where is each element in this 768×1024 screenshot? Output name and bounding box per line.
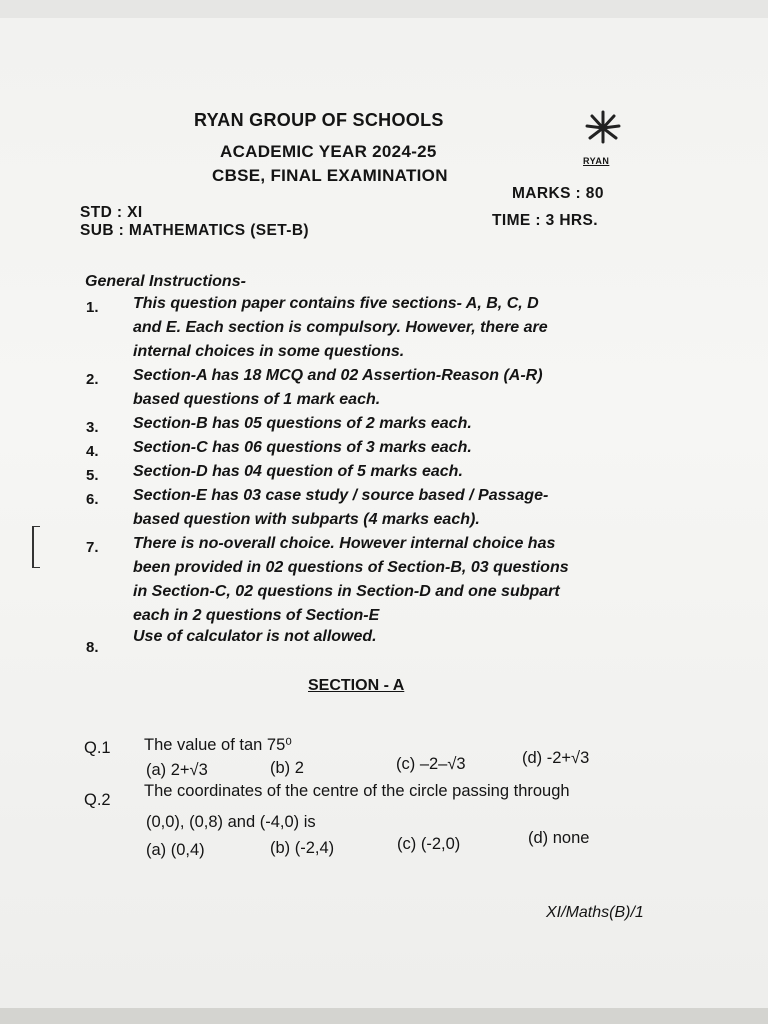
academic-year: ACADEMIC YEAR 2024-25 <box>220 142 437 161</box>
option-b: (b) 2 <box>270 759 304 777</box>
instruction-2 <box>133 364 543 412</box>
question-text: The value of tan 75⁰ <box>144 736 292 754</box>
instruction-line: Use of calculator is not allowed. <box>133 628 377 645</box>
instruction-line: This question paper contains five sections- A, B, C, D <box>133 295 539 312</box>
page-top-edge <box>0 0 768 18</box>
instruction-line: in Section-C, 02 questions in Section-D and one subpart <box>133 583 560 600</box>
margin-bracket-mark <box>32 526 40 568</box>
instruction-6 <box>133 484 548 532</box>
instruction-1 <box>133 292 548 364</box>
instruction-5 <box>133 460 463 484</box>
instructions-title: General Instructions- <box>85 273 246 290</box>
option-d: (d) none <box>528 829 590 847</box>
instruction-line: been provided in 02 questions of Section-B, 03 questions <box>133 559 569 576</box>
time-label: TIME : 3 HRS. <box>492 212 598 229</box>
ryan-logo-icon <box>578 106 628 158</box>
instruction-3 <box>133 412 472 436</box>
exam-name: CBSE, FINAL EXAMINATION <box>212 166 448 185</box>
instruction-number: 2. <box>86 371 99 388</box>
instruction-line: each in 2 questions of Section-E <box>133 607 380 624</box>
instruction-line: Section-C has 06 questions of 3 marks each. <box>133 439 472 456</box>
instruction-number: 1. <box>86 299 99 316</box>
question-text: The coordinates of the centre of the circle passing through <box>144 782 570 800</box>
page-bottom-edge <box>0 1008 768 1024</box>
instruction-line: based question with subparts (4 marks each). <box>133 511 480 528</box>
instruction-line: internal choices in some questions. <box>133 343 405 360</box>
instruction-line: and E. Each section is compulsory. However, there are <box>133 319 548 336</box>
section-title: SECTION - A <box>308 677 405 694</box>
instruction-number: 6. <box>86 491 99 508</box>
option-a: (a) (0,4) <box>146 841 205 859</box>
instruction-line: Section-E has 03 case study / source based / Passage- <box>133 487 549 504</box>
instruction-number: 4. <box>86 443 99 460</box>
option-d: (d) -2+√3 <box>522 749 590 767</box>
instruction-number: 8. <box>86 639 99 656</box>
option-b: (b) (-2,4) <box>270 839 335 857</box>
option-c: (c) –2–√3 <box>396 755 466 773</box>
school-name: RYAN GROUP OF SCHOOLS <box>194 110 444 130</box>
instruction-line: There is no-overall choice. However internal choice has <box>133 535 556 552</box>
logo-text: RYAN <box>583 156 610 166</box>
instruction-7 <box>133 532 569 628</box>
option-c: (c) (-2,0) <box>397 835 461 853</box>
question-number: Q.2 <box>84 791 111 809</box>
question-text-line2: (0,0), (0,8) and (-4,0) is <box>146 813 316 831</box>
option-a: (a) 2+√3 <box>146 761 208 779</box>
page-footer-code: XI/Maths(B)/1 <box>546 904 644 921</box>
instruction-number: 5. <box>86 467 99 484</box>
instruction-line: Section-B has 05 questions of 2 marks each. <box>133 415 472 432</box>
instruction-line: Section-D has 04 question of 5 marks each. <box>133 463 463 480</box>
instruction-number: 3. <box>86 419 99 436</box>
instruction-number: 7. <box>86 539 99 556</box>
instruction-4 <box>133 436 472 460</box>
instruction-8 <box>133 625 377 649</box>
instruction-line: Section-A has 18 MCQ and 02 Assertion-Reason (A-R) <box>133 367 543 384</box>
exam-paper <box>0 18 768 1008</box>
std-label: STD : XI <box>80 204 143 221</box>
question-number: Q.1 <box>84 739 111 757</box>
subject-label: SUB : MATHEMATICS (SET-B) <box>80 222 309 239</box>
instruction-line: based questions of 1 mark each. <box>133 391 381 408</box>
marks-label: MARKS : 80 <box>512 185 604 202</box>
